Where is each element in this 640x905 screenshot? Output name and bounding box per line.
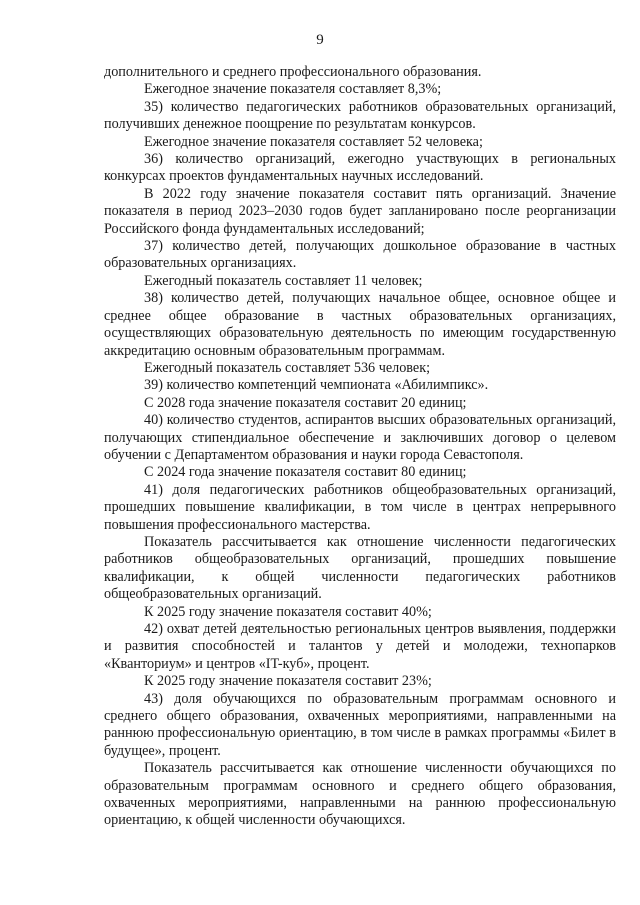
document-body <box>104 64 616 830</box>
paragraph: 41) доля педагогических работников общеобразовательных организаций, прошедших повышение квалификации, в том числе в центрах непрерывного повышения профессионального мастерства. <box>104 481 616 533</box>
paragraph: 38) количество детей, получающих начальное общее, основное общее и среднее общее образование в частных образовательных организациях, осуществляющих образовательную деятельность по имеющим государственную аккредитацию основным образовательным программам. <box>104 290 616 359</box>
paragraph: 39) количество компетенций чемпионата «Абилимпикс». <box>144 377 489 394</box>
page-number: 9 <box>316 32 324 48</box>
paragraph: 35) количество педагогических работников образовательных организаций, получивших денежное поощрение по результатам конкурсов. <box>104 98 616 133</box>
paragraph: 43) доля обучающихся по образовательным программам основного и среднего общего образования, охваченных мероприятиями, направленными на раннюю профессиональную ориентацию, в том числе в рамках программы «Билет в будущее», процент. <box>104 690 616 759</box>
paragraph: 42) охват детей деятельностью региональных центров выявления, поддержки и развития способностей и талантов у детей и молодежи, технопарков «Кванториум» и центров «IT-куб», процент. <box>104 621 616 672</box>
paragraph: 37) количество детей, получающих дошкольное образование в частных образовательных организациях. <box>104 238 616 272</box>
paragraph: Ежегодный показатель составляет 11 человек; <box>144 272 423 289</box>
paragraph: В 2022 году значение показателя составит пять организаций. Значение показателя в период 2023–2030 годов будет запланировано после реорганизации Российского фонда фундаментальных исследований; <box>104 185 616 237</box>
paragraph: К 2025 году значение показателя составит 40%; <box>144 603 432 620</box>
paragraph: 40) количество студентов, аспирантов высших образовательных организаций, получающих стипендиальное обеспечение и заключивших договор о целевом обучении с Департаментом образования и науки города Севастополя. <box>104 412 616 463</box>
paragraph: 36) количество организаций, ежегодно участвующих в региональных конкурсах проектов фундаментальных научных исследований. <box>104 151 616 185</box>
paragraph: Показатель рассчитывается как отношение численности обучающихся по образовательным программам основного и среднего общего образования, охваченных мероприятиями, направленными на раннюю профессиональную ориентацию, к общей численности обучающихся. <box>104 760 616 829</box>
paragraph: С 2028 года значение показателя составит 20 единиц; <box>144 394 467 411</box>
paragraph: С 2024 года значение показателя составит 80 единиц; <box>144 464 467 481</box>
paragraph: Ежегодный показатель составляет 536 человек; <box>144 359 431 376</box>
paragraph: дополнительного и среднего профессионального образования. <box>104 64 482 80</box>
paragraph: Ежегодное значение показателя составляет 52 человека; <box>144 133 483 150</box>
paragraph: Показатель рассчитывается как отношение численности педагогических работников общеобразовательных организаций, прошедших повышение квалификации, к общей численности педагогических работников общеобразовательных организаций. <box>104 533 616 603</box>
paragraph: К 2025 году значение показателя составит 23%; <box>144 673 432 690</box>
paragraph: Ежегодное значение показателя составляет 8,3%; <box>144 81 442 98</box>
